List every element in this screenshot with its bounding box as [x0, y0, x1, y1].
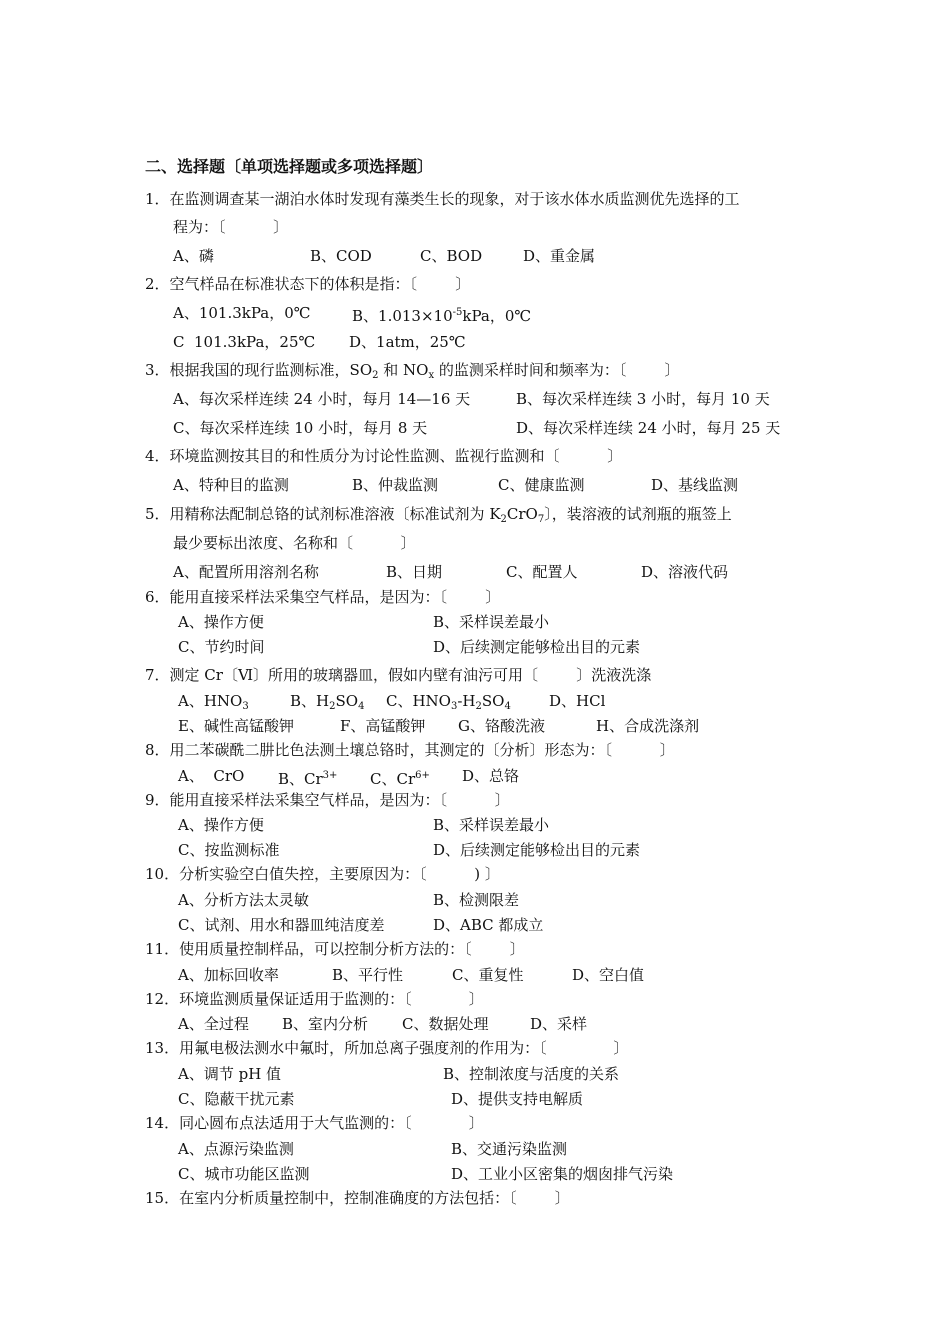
- q14-stem: 14．同心圆布点法适用于大气监测的：〔 〕: [145, 1114, 484, 1132]
- q8-option-a: A、 CrO: [178, 767, 245, 785]
- q8-option-b: B、$Cr^{3+}$: [278, 770, 338, 788]
- q7-option-g: G、铬酸洗液: [458, 717, 545, 735]
- q5-stem: 5．用精称法配制总铬的试剂标准溶液〔标准试剂为 $K_2CrO_7$〕，装溶液的试剂瓶的瓶签上: [145, 505, 732, 525]
- q14-option-a: A、点源污染监测: [178, 1140, 294, 1158]
- q14-option-d: D、工业小区密集的烟囱排气污染: [451, 1165, 674, 1183]
- q2-option-d: D、1atm，25℃: [349, 333, 466, 351]
- q12-option-a: A、全过程: [178, 1015, 249, 1033]
- q2-option-b: B、$1.013\times 10^{-5}kPa$，0℃: [352, 307, 532, 325]
- q5-option-a: A、配置所用溶剂名称: [173, 563, 319, 581]
- q9-option-c: C、按监测标准: [178, 841, 280, 859]
- q11-option-b: B、平行性: [332, 966, 404, 984]
- q15-stem: 15．在室内分析质量控制中，控制准确度的方法包括：〔 〕: [145, 1189, 570, 1207]
- q7-option-b: B、$H_2SO_4$: [290, 692, 365, 712]
- q6-option-c: C、节约时间: [178, 638, 265, 656]
- q2-option-a: A、101.3kPa，0℃: [173, 304, 311, 322]
- q8-option-c: C、$Cr^{6+}$: [370, 770, 430, 788]
- q11-option-a: A、加标回收率: [178, 966, 279, 984]
- q1-option-c: C、BOD: [420, 247, 483, 265]
- q12-option-b: B、室内分析: [282, 1015, 369, 1033]
- q13-option-d: D、提供支持电解质: [451, 1090, 584, 1108]
- q5-option-d: D、溶液代码: [641, 563, 729, 581]
- q1-option-a: A、磷: [173, 247, 214, 265]
- q9-option-b: B、采样误差最小: [433, 816, 550, 834]
- q7-stem: 7．测定 Cr〔Ⅵ〕所用的玻璃器皿，假如内壁有油污可用〔 〕洗液洗涤: [145, 666, 652, 684]
- q5-option-b: B、日期: [386, 563, 443, 581]
- q2-stem: 2．空气样品在标准状态下的体积是指：〔 〕: [145, 275, 471, 293]
- q13-option-b: B、控制浓度与活度的关系: [443, 1065, 620, 1083]
- q5-stem-cont: 最少要标出浓度、名称和〔 〕: [173, 534, 416, 552]
- section-title: 二、选择题〔单项选择题或多项选择题〕: [145, 157, 434, 176]
- q3-option-b: B、每次采样连续 3 小时，每月 10 天: [516, 390, 770, 408]
- q4-option-b: B、仲裁监测: [352, 476, 439, 494]
- q12-option-c: C、数据处理: [402, 1015, 489, 1033]
- q6-option-a: A、操作方便: [178, 613, 264, 631]
- q3-option-a: A、每次采样连续 24 小时，每月 14—16 天: [173, 390, 471, 408]
- q8-stem: 8．用二苯碳酰二肼比色法测土壤总铬时，其测定的〔分析〕形态为：〔 〕: [145, 741, 675, 759]
- q1-stem: 1．在监测调查某一湖泊水体时发现有藻类生长的现象，对于该水体水质监测优先选择的工: [145, 190, 740, 208]
- q10-option-d: D、ABC 都成立: [433, 916, 544, 934]
- q4-option-a: A、特种目的监测: [173, 476, 289, 494]
- q14-option-b: B、交通污染监测: [451, 1140, 568, 1158]
- q11-stem: 11．使用质量控制样品，可以控制分析方法的：〔 〕: [145, 940, 525, 958]
- q2-option-c: C 101.3kPa，25℃: [173, 333, 316, 351]
- q6-stem: 6．能用直接采样法采集空气样品，是因为：〔 〕: [145, 588, 501, 606]
- q13-option-c: C、隐蔽干扰元素: [178, 1090, 295, 1108]
- q4-option-c: C、健康监测: [498, 476, 585, 494]
- q10-option-a: A、分析方法太灵敏: [178, 891, 309, 909]
- q1-option-d: D、重金属: [523, 247, 596, 265]
- q3-stem: 3．根据我国的现行监测标准，$SO_2$ 和 $NO_x$ 的监测采样时间和频率为：〔 〕: [145, 361, 680, 381]
- q11-option-c: C、重复性: [452, 966, 524, 984]
- q7-option-a: A、$HNO_3$: [178, 692, 249, 712]
- q13-stem: 13．用氟电极法测水中氟时，所加总离子强度剂的作用为：〔 〕: [145, 1039, 629, 1057]
- q4-stem: 4．环境监测按其目的和性质分为讨论性监测、监视行监测和〔 〕: [145, 447, 623, 465]
- q5-option-c: C、配置人: [506, 563, 578, 581]
- q3-option-c: C、每次采样连续 10 小时，每月 8 天: [173, 419, 428, 437]
- q10-option-b: B、检测限差: [433, 891, 520, 909]
- q7-option-e: E、碱性高锰酸钾: [178, 717, 294, 735]
- q9-stem: 9．能用直接采样法采集空气样品，是因为：〔 〕: [145, 791, 510, 809]
- q4-option-d: D、基线监测: [651, 476, 739, 494]
- q9-option-d: D、后续测定能够检出目的元素: [433, 841, 641, 859]
- q11-option-d: D、空白值: [572, 966, 645, 984]
- q10-option-c: C、试剂、用水和器皿纯洁度差: [178, 916, 385, 934]
- q1-option-b: B、COD: [310, 247, 372, 265]
- q12-option-d: D、采样: [530, 1015, 588, 1033]
- q6-option-b: B、采样误差最小: [433, 613, 550, 631]
- q10-stem: 10．分析实验空白值失控，主要原因为：〔 ) 〕: [145, 865, 500, 883]
- q9-option-a: A、操作方便: [178, 816, 264, 834]
- q13-option-a: A、调节 pH 值: [178, 1065, 282, 1083]
- q6-option-d: D、后续测定能够检出目的元素: [433, 638, 641, 656]
- q7-option-f: F、高锰酸钾: [340, 717, 426, 735]
- q3-option-d: D、每次采样连续 24 小时，每月 25 天: [516, 419, 781, 437]
- q8-option-d: D、总铬: [462, 767, 520, 785]
- q14-option-c: C、城市功能区监测: [178, 1165, 310, 1183]
- q12-stem: 12．环境监测质量保证适用于监测的：〔 〕: [145, 990, 484, 1008]
- q7-option-h: H、合成洗涤剂: [596, 717, 700, 735]
- q7-option-d: D、HCl: [549, 692, 606, 710]
- q1-stem-cont: 程为：〔 〕: [173, 218, 289, 236]
- q7-option-c: C、$HNO_3-H_2SO_4$: [386, 692, 511, 712]
